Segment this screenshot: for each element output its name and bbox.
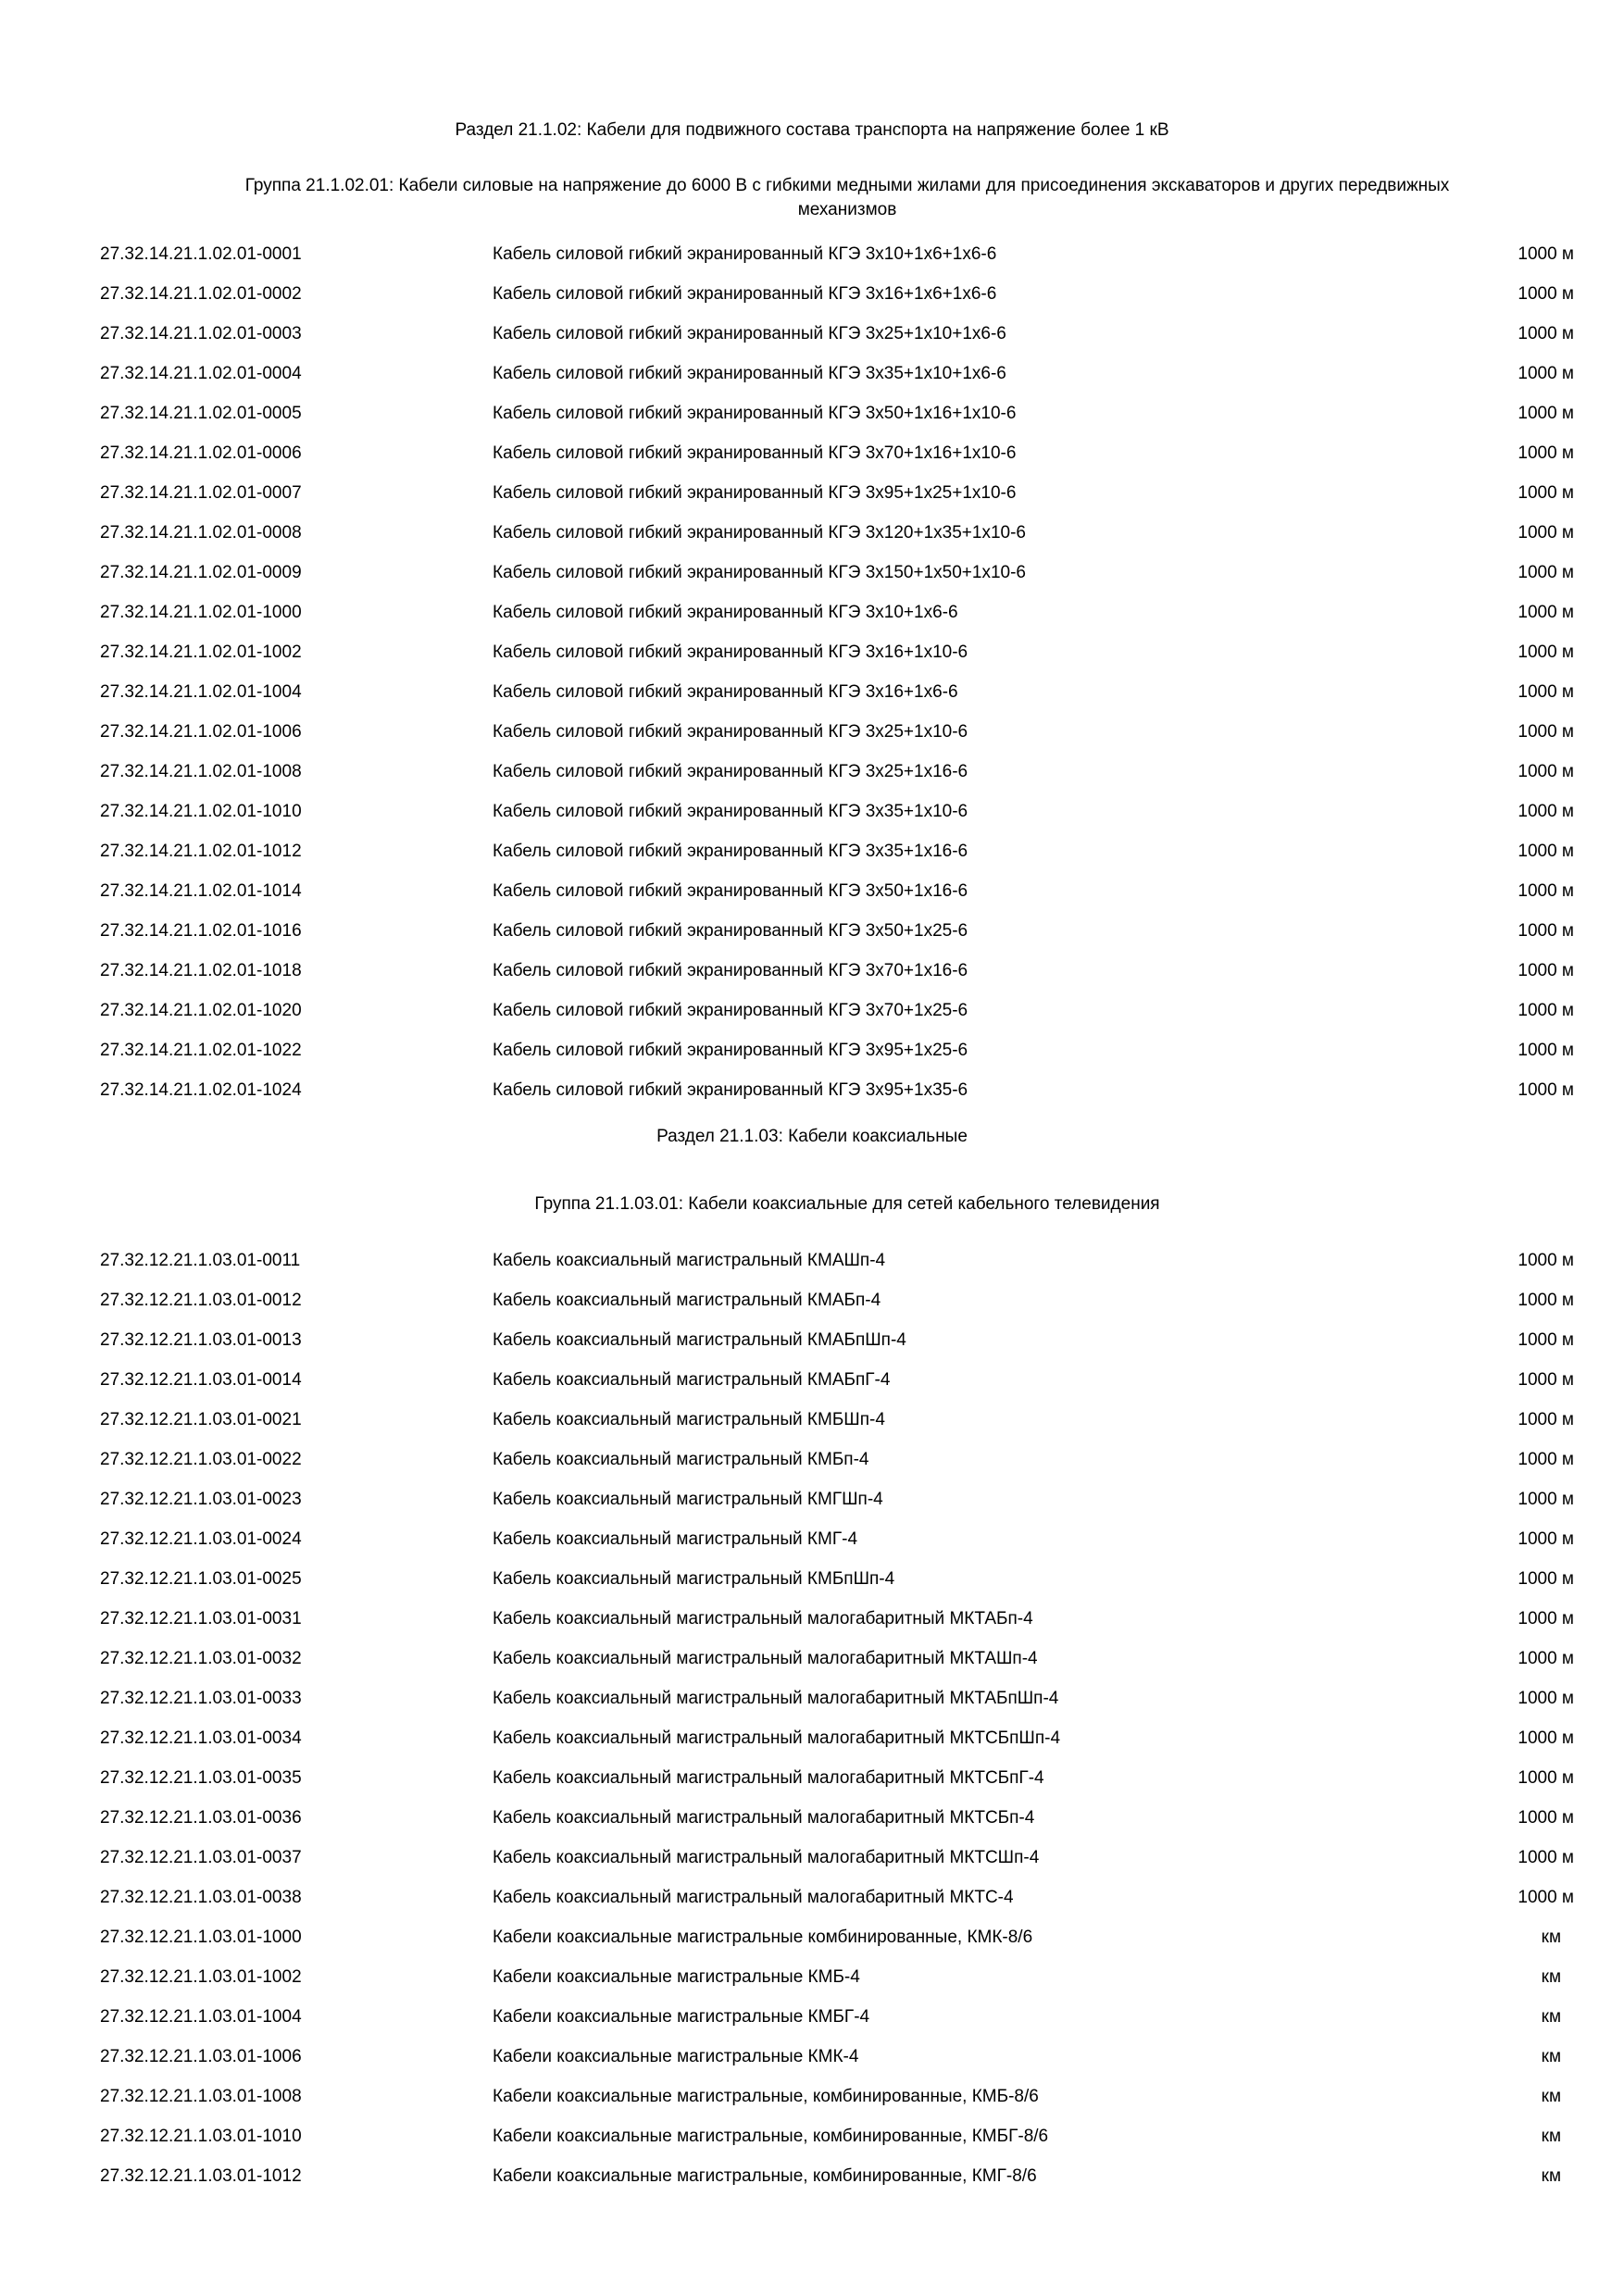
group-heading-21-1-02-01 (120, 174, 1574, 222)
table-row (0, 831, 1624, 871)
item-unit: 1000 м (1518, 1251, 1574, 1270)
item-name: Кабели коаксиальные магистральные комбинированные, КМК-8/6 (493, 1928, 1033, 1947)
item-code: 27.32.14.21.1.02.01-0002 (100, 284, 302, 304)
item-name: Кабель силовой гибкий экранированный КГЭ 3х10+1х6-6 (493, 603, 958, 622)
item-unit: 1000 м (1518, 1041, 1574, 1060)
item-unit: 1000 м (1518, 1649, 1574, 1668)
item-unit: 1000 м (1518, 483, 1574, 503)
item-name: Кабели коаксиальные магистральные, комбинированные, КМБГ-8/6 (493, 2127, 1049, 2146)
item-code: 27.32.12.21.1.03.01-0038 (100, 1888, 302, 1907)
table-row (0, 1718, 1624, 1758)
item-code: 27.32.12.21.1.03.01-0033 (100, 1689, 302, 1708)
item-name: Кабель силовой гибкий экранированный КГЭ 3х95+1х35-6 (493, 1080, 968, 1100)
table-row (0, 951, 1624, 991)
table-row (0, 1997, 1624, 2037)
item-name: Кабели коаксиальные магистральные КМБГ-4 (493, 2007, 870, 2027)
item-name: Кабель коаксиальный магистральный малогабаритный МКТСБпШп-4 (493, 1728, 1061, 1748)
item-name: Кабель коаксиальный магистральный КМБпШп-4 (493, 1569, 895, 1589)
item-name: Кабель коаксиальный магистральный КМАБп-4 (493, 1291, 881, 1310)
section-heading-21-1-02: Раздел 21.1.02: Кабели для подвижного состава транспорта на напряжение более 1 кВ (455, 120, 1169, 140)
item-unit: км (1541, 1967, 1561, 1987)
item-code: 27.32.12.21.1.03.01-1002 (100, 1967, 302, 1987)
item-unit: км (1541, 2166, 1561, 2186)
item-name: Кабель силовой гибкий экранированный КГЭ 3х50+1х25-6 (493, 921, 968, 941)
table-row (0, 433, 1624, 473)
table-row (0, 911, 1624, 951)
item-code: 27.32.12.21.1.03.01-0014 (100, 1370, 302, 1390)
item-name: Кабель коаксиальный магистральный малогабаритный МКТСБп-4 (493, 1808, 1035, 1828)
item-code: 27.32.12.21.1.03.01-0036 (100, 1808, 302, 1828)
item-code: 27.32.12.21.1.03.01-0013 (100, 1330, 302, 1350)
table-row (0, 1479, 1624, 1519)
item-name: Кабель коаксиальный магистральный КМБп-4 (493, 1450, 869, 1469)
item-unit: 1000 м (1518, 1689, 1574, 1708)
item-name: Кабель силовой гибкий экранированный КГЭ 3х50+1х16+1х10-6 (493, 404, 1017, 423)
item-name: Кабели коаксиальные магистральные, комбинированные, КМГ-8/6 (493, 2166, 1037, 2186)
item-code: 27.32.14.21.1.02.01-0009 (100, 563, 302, 582)
item-unit: 1000 м (1518, 1848, 1574, 1867)
item-code: 27.32.12.21.1.03.01-1000 (100, 1928, 302, 1947)
item-code: 27.32.12.21.1.03.01-0034 (100, 1728, 302, 1748)
item-name: Кабель силовой гибкий экранированный КГЭ 3х35+1х10+1х6-6 (493, 364, 1006, 383)
table-row (0, 274, 1624, 314)
item-unit: 1000 м (1518, 921, 1574, 941)
item-name: Кабель коаксиальный магистральный малогабаритный МКТАБп-4 (493, 1609, 1033, 1628)
item-code: 27.32.14.21.1.02.01-0007 (100, 483, 302, 503)
item-unit: 1000 м (1518, 1450, 1574, 1469)
item-code: 27.32.12.21.1.03.01-0021 (100, 1410, 302, 1429)
item-code: 27.32.14.21.1.02.01-1018 (100, 961, 302, 980)
group-heading-line-2: механизмов (797, 200, 897, 219)
table-row (0, 354, 1624, 393)
table-row (0, 632, 1624, 672)
item-unit: 1000 м (1518, 1370, 1574, 1390)
item-unit: 1000 м (1518, 643, 1574, 662)
item-unit: 1000 м (1518, 1291, 1574, 1310)
item-unit: 1000 м (1518, 1490, 1574, 1509)
item-name: Кабель силовой гибкий экранированный КГЭ 3х16+1х6+1х6-6 (493, 284, 997, 304)
item-code: 27.32.14.21.1.02.01-1012 (100, 842, 302, 861)
item-unit: км (1541, 2127, 1561, 2146)
item-name: Кабели коаксиальные магистральные КМК-4 (493, 2047, 859, 2066)
table-row (0, 1678, 1624, 1718)
item-code: 27.32.12.21.1.03.01-0023 (100, 1490, 302, 1509)
item-code: 27.32.14.21.1.02.01-1024 (100, 1080, 302, 1100)
item-unit: км (1541, 2007, 1561, 2027)
item-unit: 1000 м (1518, 682, 1574, 702)
table-row (0, 1030, 1624, 1070)
item-name: Кабель коаксиальный магистральный КМАШп-4 (493, 1251, 886, 1270)
table-row (0, 1878, 1624, 1917)
item-unit: 1000 м (1518, 1529, 1574, 1549)
item-name: Кабель силовой гибкий экранированный КГЭ 3х70+1х16+1х10-6 (493, 443, 1017, 463)
item-name: Кабель коаксиальный магистральный малогабаритный МКТСБпГ-4 (493, 1768, 1044, 1788)
item-name: Кабель силовой гибкий экранированный КГЭ 3х70+1х16-6 (493, 961, 968, 980)
item-code: 27.32.12.21.1.03.01-1008 (100, 2087, 302, 2106)
item-name: Кабели коаксиальные магистральные, комбинированные, КМБ-8/6 (493, 2087, 1039, 2106)
table-row (0, 1917, 1624, 1957)
item-name: Кабель силовой гибкий экранированный КГЭ 3х150+1х50+1х10-6 (493, 563, 1026, 582)
item-unit: 1000 м (1518, 284, 1574, 304)
item-code: 27.32.12.21.1.03.01-1006 (100, 2047, 302, 2066)
item-unit: 1000 м (1518, 961, 1574, 980)
table-row (0, 752, 1624, 792)
item-unit: 1000 м (1518, 881, 1574, 901)
table-row (0, 1639, 1624, 1678)
item-unit: 1000 м (1518, 404, 1574, 423)
table-row (0, 1957, 1624, 1997)
table-row (0, 2156, 1624, 2196)
item-code: 27.32.12.21.1.03.01-0031 (100, 1609, 302, 1628)
table-row (0, 1360, 1624, 1400)
table-row (0, 1758, 1624, 1798)
item-code: 27.32.14.21.1.02.01-1004 (100, 682, 302, 702)
item-name: Кабель коаксиальный магистральный малогабаритный МКТАБпШп-4 (493, 1689, 1059, 1708)
item-code: 27.32.14.21.1.02.01-1020 (100, 1001, 302, 1020)
item-unit: 1000 м (1518, 802, 1574, 821)
section-heading-21-1-03: Раздел 21.1.03: Кабели коаксиальные (656, 1127, 968, 1146)
table-row (0, 792, 1624, 831)
item-name: Кабель силовой гибкий экранированный КГЭ 3х10+1х6+1х6-6 (493, 244, 997, 264)
table-row (0, 1599, 1624, 1639)
item-unit: км (1541, 2087, 1561, 2106)
item-code: 27.32.14.21.1.02.01-1014 (100, 881, 302, 901)
table-row (0, 234, 1624, 274)
item-code: 27.32.14.21.1.02.01-0006 (100, 443, 302, 463)
item-unit: 1000 м (1518, 1728, 1574, 1748)
item-unit: 1000 м (1518, 563, 1574, 582)
table-row (0, 1320, 1624, 1360)
table-row (0, 1559, 1624, 1599)
item-name: Кабель силовой гибкий экранированный КГЭ 3х70+1х25-6 (493, 1001, 968, 1020)
item-unit: км (1541, 1928, 1561, 1947)
item-unit: 1000 м (1518, 1330, 1574, 1350)
item-code: 27.32.14.21.1.02.01-1006 (100, 722, 302, 742)
item-unit: 1000 м (1518, 1001, 1574, 1020)
table-row (0, 473, 1624, 513)
table-row (0, 593, 1624, 632)
item-code: 27.32.12.21.1.03.01-0025 (100, 1569, 302, 1589)
item-unit: 1000 м (1518, 364, 1574, 383)
item-name: Кабель силовой гибкий экранированный КГЭ 3х95+1х25-6 (493, 1041, 968, 1060)
item-unit: 1000 м (1518, 1410, 1574, 1429)
item-name: Кабель силовой гибкий экранированный КГЭ 3х16+1х6-6 (493, 682, 958, 702)
table-row (0, 991, 1624, 1030)
item-code: 27.32.14.21.1.02.01-0005 (100, 404, 302, 423)
item-unit: 1000 м (1518, 1080, 1574, 1100)
item-name: Кабель силовой гибкий экранированный КГЭ 3х25+1х10-6 (493, 722, 968, 742)
item-name: Кабель коаксиальный магистральный малогабаритный МКТСШп-4 (493, 1848, 1040, 1867)
item-name: Кабель силовой гибкий экранированный КГЭ 3х25+1х16-6 (493, 762, 968, 781)
table-row (0, 1519, 1624, 1559)
item-code: 27.32.12.21.1.03.01-1010 (100, 2127, 302, 2146)
item-name: Кабель коаксиальный магистральный КМГШп-4 (493, 1490, 883, 1509)
item-code: 27.32.14.21.1.02.01-0008 (100, 523, 302, 543)
table-row (0, 1280, 1624, 1320)
item-name: Кабель коаксиальный магистральный КМГ-4 (493, 1529, 858, 1549)
item-name: Кабель силовой гибкий экранированный КГЭ 3х35+1х16-6 (493, 842, 968, 861)
table-row (0, 712, 1624, 752)
item-code: 27.32.12.21.1.03.01-0011 (100, 1251, 301, 1270)
table-row (0, 513, 1624, 553)
item-code: 27.32.12.21.1.03.01-0012 (100, 1291, 302, 1310)
item-code: 27.32.12.21.1.03.01-0022 (100, 1450, 302, 1469)
item-unit: 1000 м (1518, 244, 1574, 264)
item-unit: 1000 м (1518, 324, 1574, 343)
item-name: Кабель силовой гибкий экранированный КГЭ 3х16+1х10-6 (493, 643, 968, 662)
item-name: Кабель коаксиальный магистральный малогабаритный МКТС-4 (493, 1888, 1014, 1907)
item-code: 27.32.14.21.1.02.01-0001 (100, 244, 302, 264)
item-unit: 1000 м (1518, 1569, 1574, 1589)
table-row (0, 2077, 1624, 2116)
item-code: 27.32.12.21.1.03.01-0037 (100, 1848, 302, 1867)
item-unit: 1000 м (1518, 842, 1574, 861)
table-row (0, 1070, 1624, 1110)
item-code: 27.32.12.21.1.03.01-0035 (100, 1768, 302, 1788)
item-code: 27.32.14.21.1.02.01-0004 (100, 364, 302, 383)
item-code: 27.32.14.21.1.02.01-1008 (100, 762, 302, 781)
item-name: Кабель силовой гибкий экранированный КГЭ 3х95+1х25+1х10-6 (493, 483, 1017, 503)
item-unit: 1000 м (1518, 1768, 1574, 1788)
item-unit: 1000 м (1518, 1609, 1574, 1628)
item-name: Кабель коаксиальный магистральный КМБШп-4 (493, 1410, 885, 1429)
item-name: Кабель коаксиальный магистральный малогабаритный МКТАШп-4 (493, 1649, 1038, 1668)
item-unit: 1000 м (1518, 722, 1574, 742)
table-row (0, 553, 1624, 593)
item-unit: 1000 м (1518, 523, 1574, 543)
table-row (0, 1400, 1624, 1440)
table-row (0, 1241, 1624, 1280)
table-row (0, 871, 1624, 911)
item-code: 27.32.14.21.1.02.01-1002 (100, 643, 302, 662)
item-unit: 1000 м (1518, 443, 1574, 463)
item-code: 27.32.12.21.1.03.01-1012 (100, 2166, 302, 2186)
item-name: Кабель коаксиальный магистральный КМАБпГ-4 (493, 1370, 891, 1390)
item-list-21-1-03-01 (0, 1241, 1624, 2196)
item-name: Кабель коаксиальный магистральный КМАБпШп-4 (493, 1330, 906, 1350)
table-row (0, 1440, 1624, 1479)
item-name: Кабель силовой гибкий экранированный КГЭ 3х50+1х16-6 (493, 881, 968, 901)
item-code: 27.32.12.21.1.03.01-0032 (100, 1649, 302, 1668)
item-name: Кабели коаксиальные магистральные КМБ-4 (493, 1967, 860, 1987)
item-unit: км (1541, 2047, 1561, 2066)
table-row (0, 314, 1624, 354)
item-code: 27.32.14.21.1.02.01-1016 (100, 921, 302, 941)
item-unit: 1000 м (1518, 603, 1574, 622)
item-name: Кабель силовой гибкий экранированный КГЭ 3х25+1х10+1х6-6 (493, 324, 1006, 343)
item-unit: 1000 м (1518, 762, 1574, 781)
group-heading-21-1-03-01: Группа 21.1.03.01: Кабели коаксиальные для сетей кабельного телевидения (534, 1194, 1160, 1214)
item-name: Кабель силовой гибкий экранированный КГЭ 3х35+1х10-6 (493, 802, 968, 821)
item-code: 27.32.12.21.1.03.01-0024 (100, 1529, 302, 1549)
item-code: 27.32.12.21.1.03.01-1004 (100, 2007, 302, 2027)
item-name: Кабель силовой гибкий экранированный КГЭ 3х120+1х35+1х10-6 (493, 523, 1026, 543)
table-row (0, 2116, 1624, 2156)
item-code: 27.32.14.21.1.02.01-1010 (100, 802, 302, 821)
table-row (0, 393, 1624, 433)
item-unit: 1000 м (1518, 1888, 1574, 1907)
table-row (0, 672, 1624, 712)
item-code: 27.32.14.21.1.02.01-0003 (100, 324, 302, 343)
item-code: 27.32.14.21.1.02.01-1000 (100, 603, 302, 622)
table-row (0, 2037, 1624, 2077)
table-row (0, 1838, 1624, 1878)
item-unit: 1000 м (1518, 1808, 1574, 1828)
table-row (0, 1798, 1624, 1838)
group-heading-line-1: Группа 21.1.02.01: Кабели силовые на напряжение до 6000 В с гибкими медными жилами для присоединения экскаваторов и других передвижных (244, 176, 1450, 195)
item-list-21-1-02-01 (0, 234, 1624, 1110)
item-code: 27.32.14.21.1.02.01-1022 (100, 1041, 302, 1060)
